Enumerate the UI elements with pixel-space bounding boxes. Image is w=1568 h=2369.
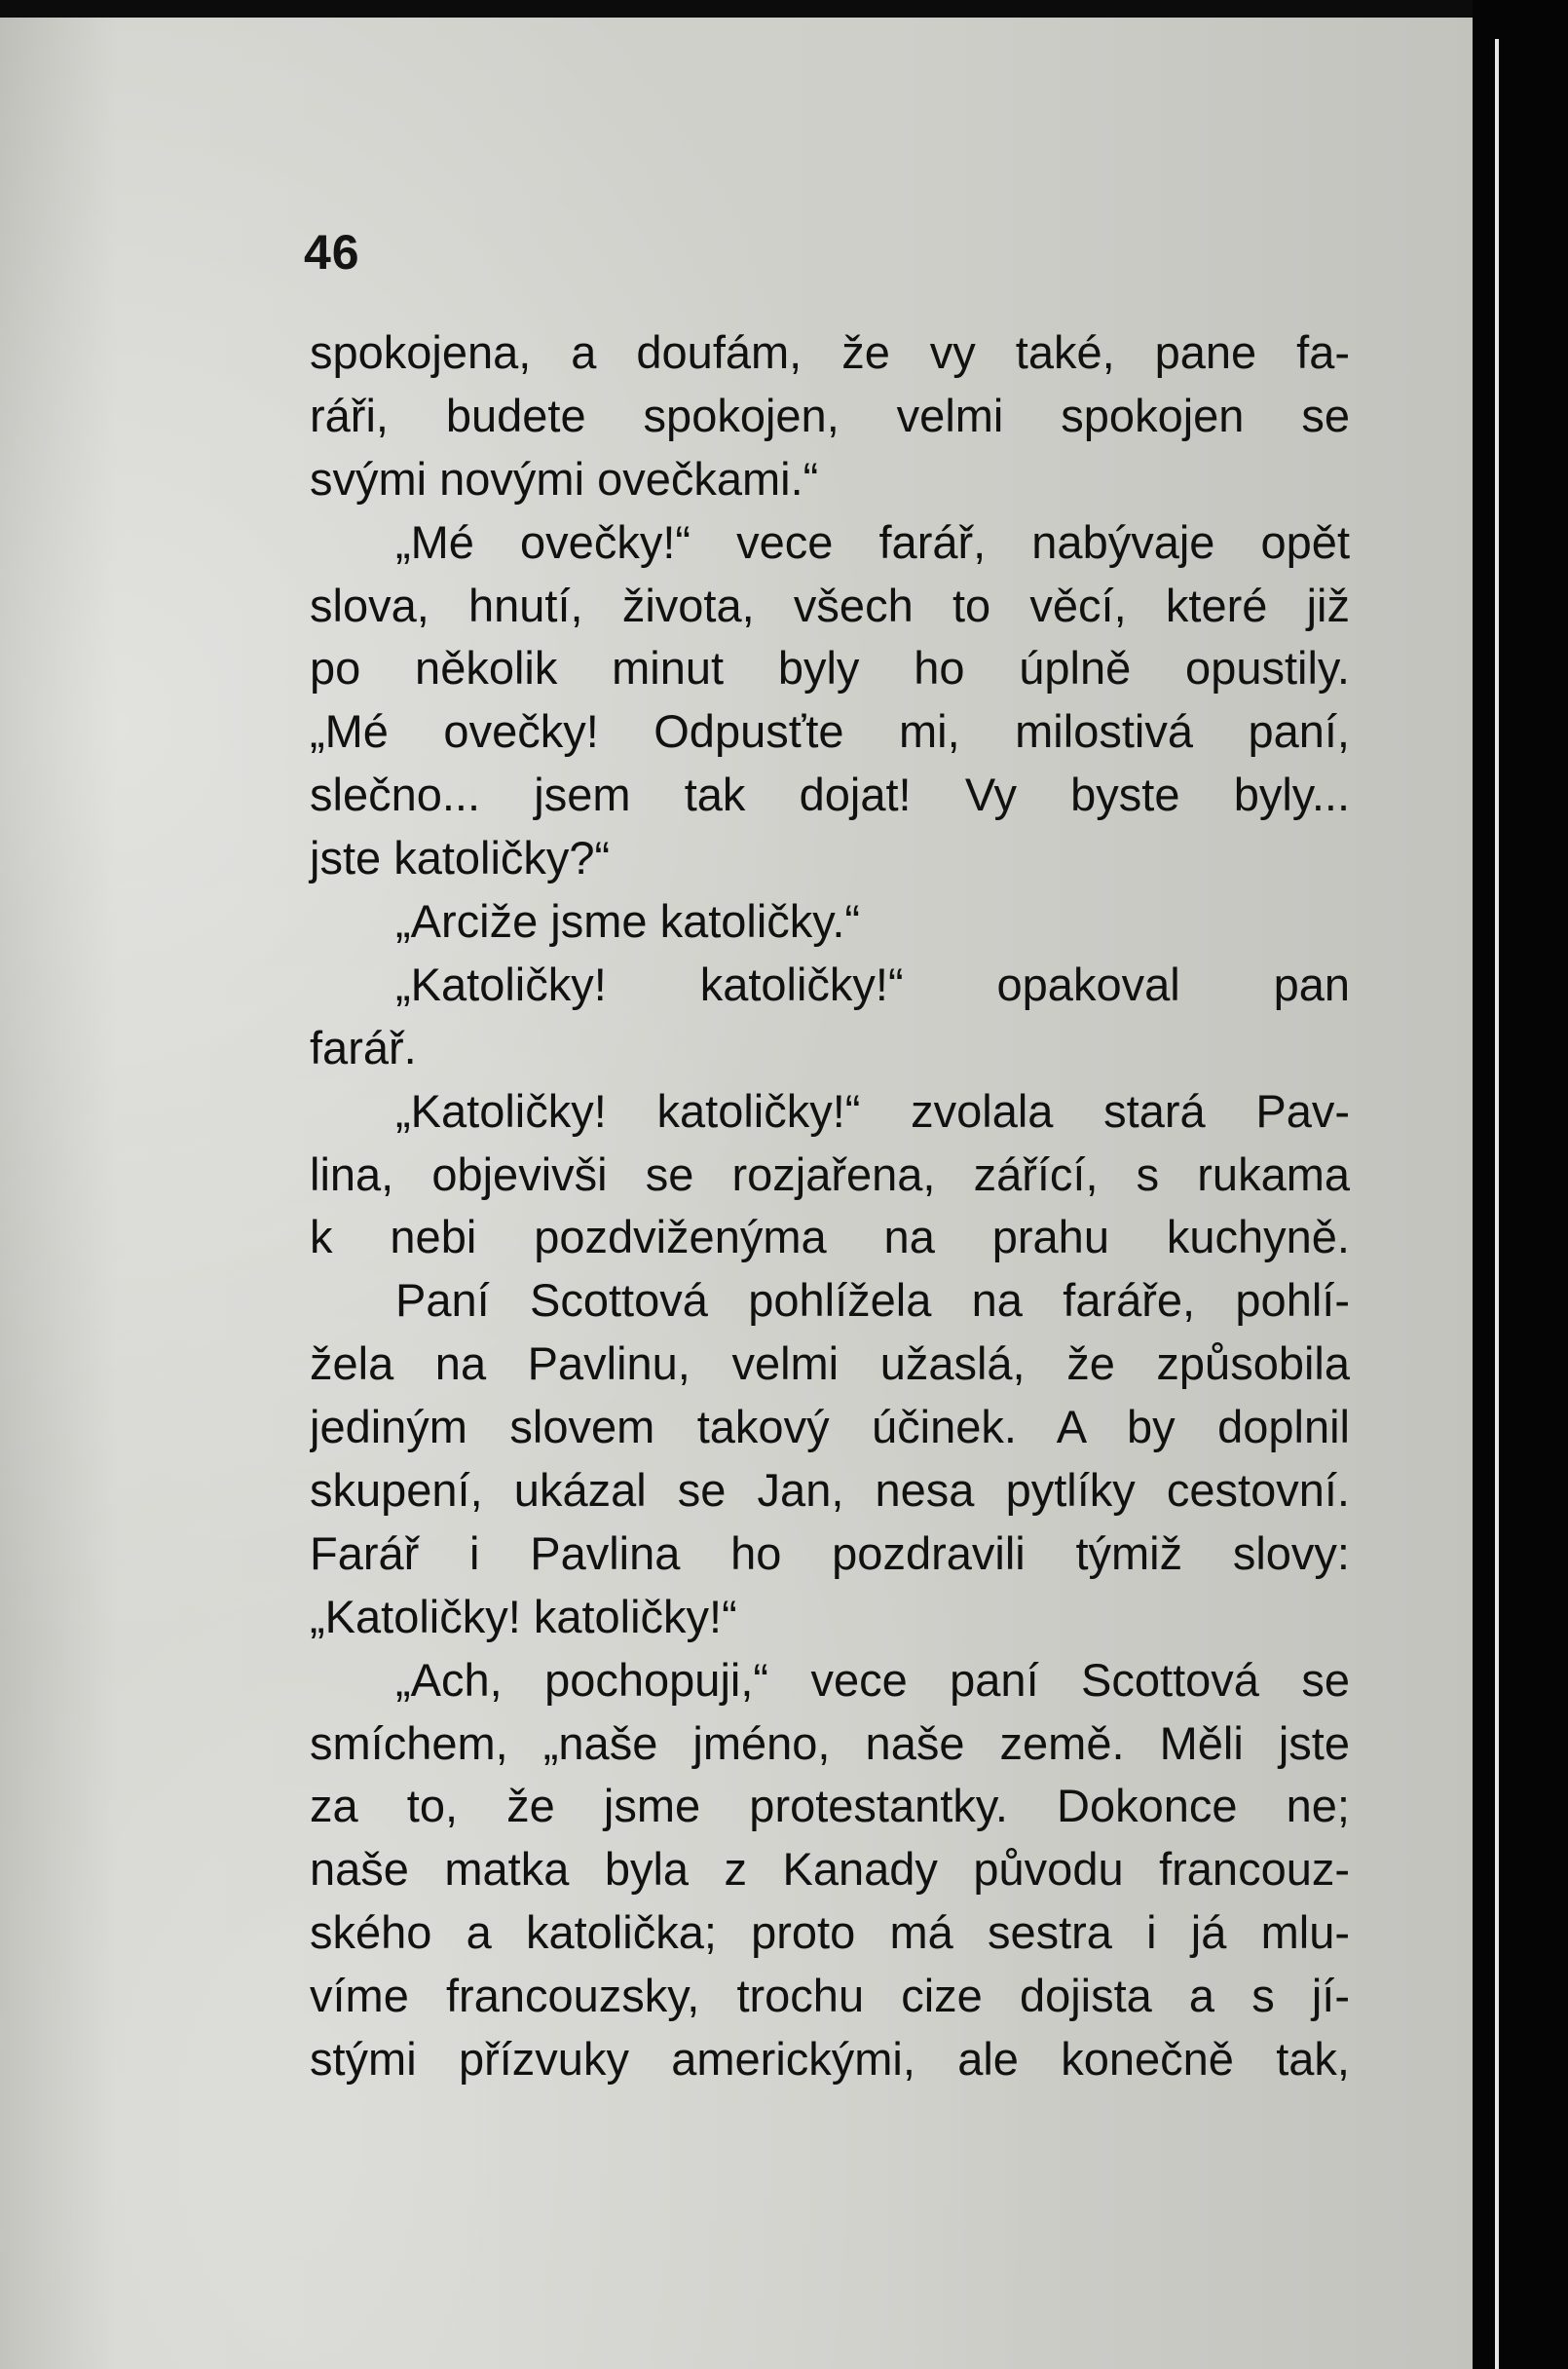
text-line: „Katoličky! katoličky!“ zvolala stará Pav-: [395, 1084, 1350, 1137]
text-line: žela na Pavlinu, velmi užaslá, že způsobila: [310, 1337, 1350, 1390]
text-line: „Katoličky! katoličky!“: [310, 1590, 737, 1642]
text-line: slečno... jsem tak dojat! Vy byste byly...: [310, 769, 1350, 821]
text-line: za to, že jsme protestantky. Dokonce ne;: [310, 1780, 1350, 1832]
book-page: [0, 18, 1473, 2369]
text-line: „Mé ovečky! Odpusťte mi, milostivá paní,: [310, 705, 1350, 758]
text-line: jediným slovem takový účinek. A by doplnil: [310, 1401, 1350, 1453]
text-line: „Katoličky! katoličky!“ opakoval pan: [395, 958, 1350, 1010]
text-line: „Arciže jsme katoličky.“: [395, 895, 861, 948]
text-line: Paní Scottová pohlížela na faráře, pohlí-: [395, 1274, 1350, 1327]
text-line: „Mé ovečky!“ vece farář, nabývaje opět: [395, 515, 1350, 568]
text-line: po několik minut byly ho úplně opustily.: [310, 642, 1350, 695]
text-line: Farář i Pavlina ho pozdravili týmiž slovy:: [310, 1526, 1350, 1579]
text-line: spokojena, a doufám, že vy také, pane fa-: [310, 326, 1350, 378]
text-line: víme francouzsky, trochu cize dojista a s jí-: [310, 1970, 1350, 2022]
text-line: ráři, budete spokojen, velmi spokojen se: [310, 389, 1350, 441]
text-line: svými novými ovečkami.“: [310, 452, 819, 505]
text-line: jste katoličky?“: [310, 832, 611, 884]
body-text: [310, 321, 1350, 2091]
text-line: slova, hnutí, života, všech to věcí, které již: [310, 579, 1350, 631]
text-line: stými přízvuky americkými, ale konečně tak,: [310, 2033, 1350, 2086]
next-page-edge: [1495, 39, 1499, 2369]
text-line: skupení, ukázal se Jan, nesa pytlíky cestovní.: [310, 1464, 1350, 1517]
text-line: k nebi pozdviženýma na prahu kuchyně.: [310, 1211, 1350, 1263]
text-line: lina, objevivši se rozjařena, zářící, s rukama: [310, 1147, 1350, 1200]
text-line: farář.: [310, 1021, 417, 1073]
scan-border: [1473, 0, 1568, 2369]
text-line: „Ach, pochopuji,“ vece paní Scottová se: [395, 1653, 1350, 1706]
text-line: ského a katolička; proto má sestra i já mlu-: [310, 1906, 1350, 1959]
text-line: smíchem, „naše jméno, naše země. Měli jste: [310, 1716, 1350, 1769]
page-number: 46: [304, 225, 360, 280]
text-line: naše matka byla z Kanady původu francouz-: [310, 1843, 1350, 1896]
